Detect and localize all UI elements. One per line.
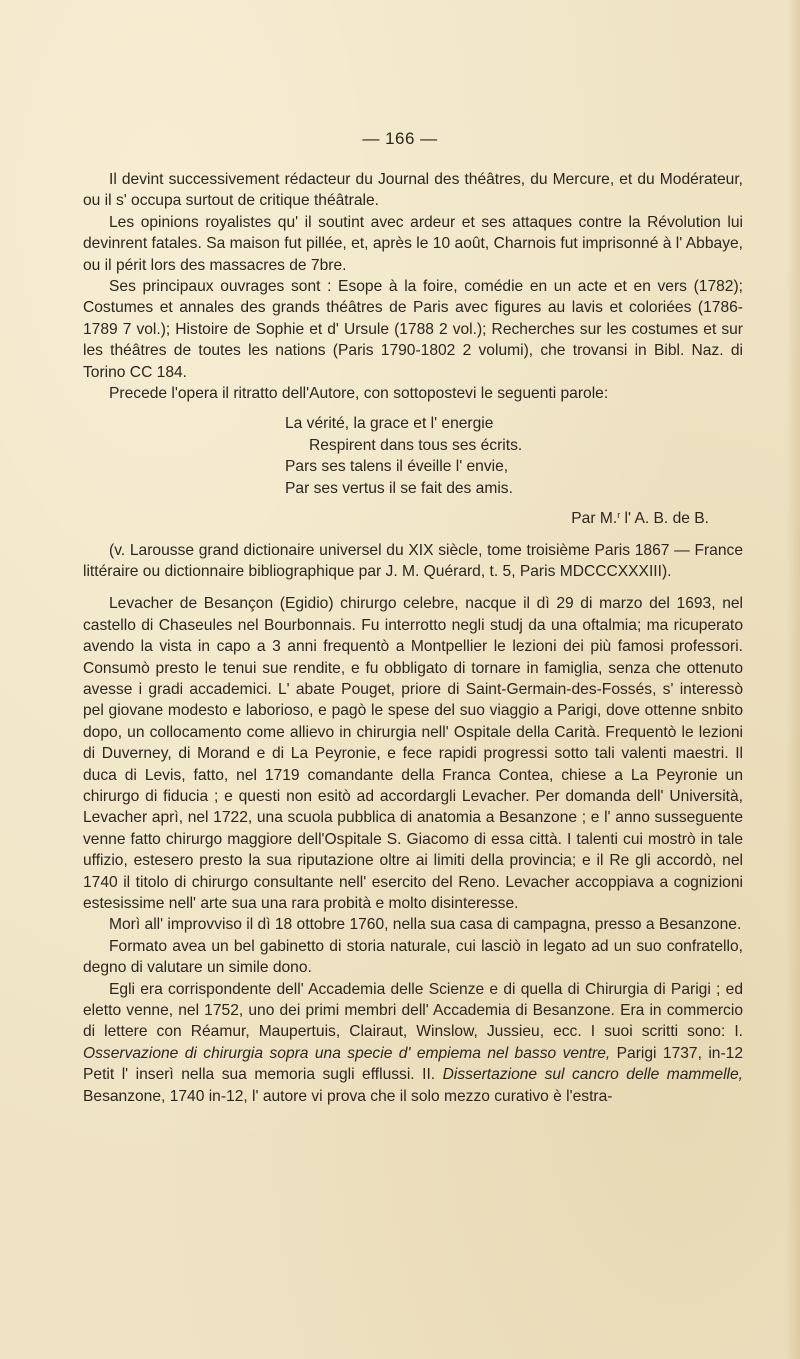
paragraph-bibliographic-reference: (v. Larousse grand dictionaire universel du XIX siècle, tome troisième Paris 1867 — France littéraire ou dictionnaire bibliographique par J. M. Quérard, t. 5, Paris MDCCCXXXIII). [83,541,743,580]
work-title-empiema: Osservazione di chirurgia sopra una specie d' empiema nel basso ventre, [83,1044,611,1062]
signature-superscript: r [617,510,621,521]
paragraph-natural-history-cabinet: Formato avea un bel gabinetto di storia naturale, cui lasciò in legato ad un suo confratello, degno di valutare un simile dono. [83,937,743,977]
signature-name: l' A. B. de B. [620,510,709,528]
paragraph-career: Il devint successivement rédacteur du Journal des théâtres, du Mercure, et du Modérateur, ou il s' occupa surtout de critique théâtrale. [83,171,743,210]
page-body [83,169,743,1107]
paragraph-levacher-biography: Levacher de Besançon (Egidio) chirurgo celebre, nacque il dì 29 di marzo del 1693, nel castello di Chaseules nel Bourbonnais. Fu interrotto negli studj da una oftalmia; ma ricuperato avendo la vista in capo a 3 anni frequentò a Montpellier le lezioni dei più famosi professori. Consumò presto le tenui sue rendite, e fu obbligato di tornare in famiglia, senza che ottenuto avesse i gradi accademici. L' abate Pouget, priore di Saint-Germain-des-Fossés, s' interessò pel giovane modesto e laborioso, e pagò le spese del suo viaggio a Parigi, dove ottenne snbito dopo, un collocamento come allievo in chirurgia nell' Ospitale della Carità. Frequentò le lezioni di Duverney, di Morand e di La Peyronie, e fece rapidi progressi sotto tali valenti maestri. Il duca di Levis, fatto, nel 1719 comandante della Franca Contea, chiese a La Peyronie un chirurgo di fiducia ; e questi non esitò ad accordargli Levacher. Per domanda dell' Università, Levacher aprì, nel 1722, una scuola pubblica di anatomia a Besanzone ; e l' anno susseguente venne fatto chirurgo maggiore dell'Ospitale S. Giacomo di essa città. I talenti cui mostrò in tale uffizio, estesero presto la sua riputazione oltre ai limiti della provincia; e il Re gli accordò, nel 1740 il titolo di chirurgo consultante nell' esercito del Reno. Levacher accoppiava a cognizioni estesissime nell' arte sua una rara probità e molto disinteresse. [83,595,743,912]
paragraph-principal-works: Ses principaux ouvrages sont : Esope à la foire, comédie en un acte et en vers (1782); Costumes et annales des grands théâtres de Paris avec figures au lavis et coloriées (1786-1789 7 vol.); Histoire de Sophie et d' Ursule (1788 2 vol.); Recherches sur les costumes et sur les théâtres de toutes les nations (Paris 1790-1802 2 volumi), che trovansi in Bibl. Naz. di Torino CC 184. [83,278,743,381]
verse-line-3: Pars ses talens il éveille l' envie, [285,458,509,476]
signature-prefix: Par M. [571,510,618,528]
work-title-cancro: Dissertazione sul cancro delle mammelle, [442,1066,743,1084]
academies-text-b: Parigi 1737, in-12 Petit l' inserì nella sua memoria sugli efflussi. II. [83,1044,744,1084]
verse-line-2: Respirent dans tous ses écrits. [309,436,523,454]
paragraph-royalist-opinions: Les opinions royalistes qu' il soutint avec ardeur et ses attaques contre la Révolution lui devinrent fatales. Sa maison fut pillée, et, après le 10 août, Charnois fut imprisonné à l' Abbaye, ou il périt lors des massacres de 7bre. [83,213,743,274]
paragraph-levacher-academies [83,979,743,1107]
academies-text-a: Egli era corrispondente dell' Accademia delle Scienze e di quella di Chirurgia di Parigi ; ed eletto venne, nel 1752, uno dei primi membri dell' Accademia di Besanzone. Era in commercio di lettere con Réamur, Maupertuis, Clairaut, Winslow, Jussieu, ecc. I suoi scritti sono: I. [83,980,743,1041]
portrait-verse [285,413,743,499]
academies-text-c: Besanzone, 1740 in-12, l' autore vi prova che il solo mezzo curativo è l'estra- [83,1087,613,1105]
verse-signature [83,505,743,529]
page-edge-shadow [786,0,800,1359]
page-number: — 166 — [362,129,438,148]
verse-line-4: Par ses vertus il se fait des amis. [285,479,513,497]
paragraph-portrait-caption: Precede l'opera il ritratto dell'Autore, con sottopostevi le seguenti parole: [109,385,609,403]
paragraph-levacher-death: Morì all' improvviso il dì 18 ottobre 1760, nella sua casa di campagna, presso a Besanzone. [109,916,742,934]
verse-line-1: La vérité, la grace et l' energie [285,415,494,433]
